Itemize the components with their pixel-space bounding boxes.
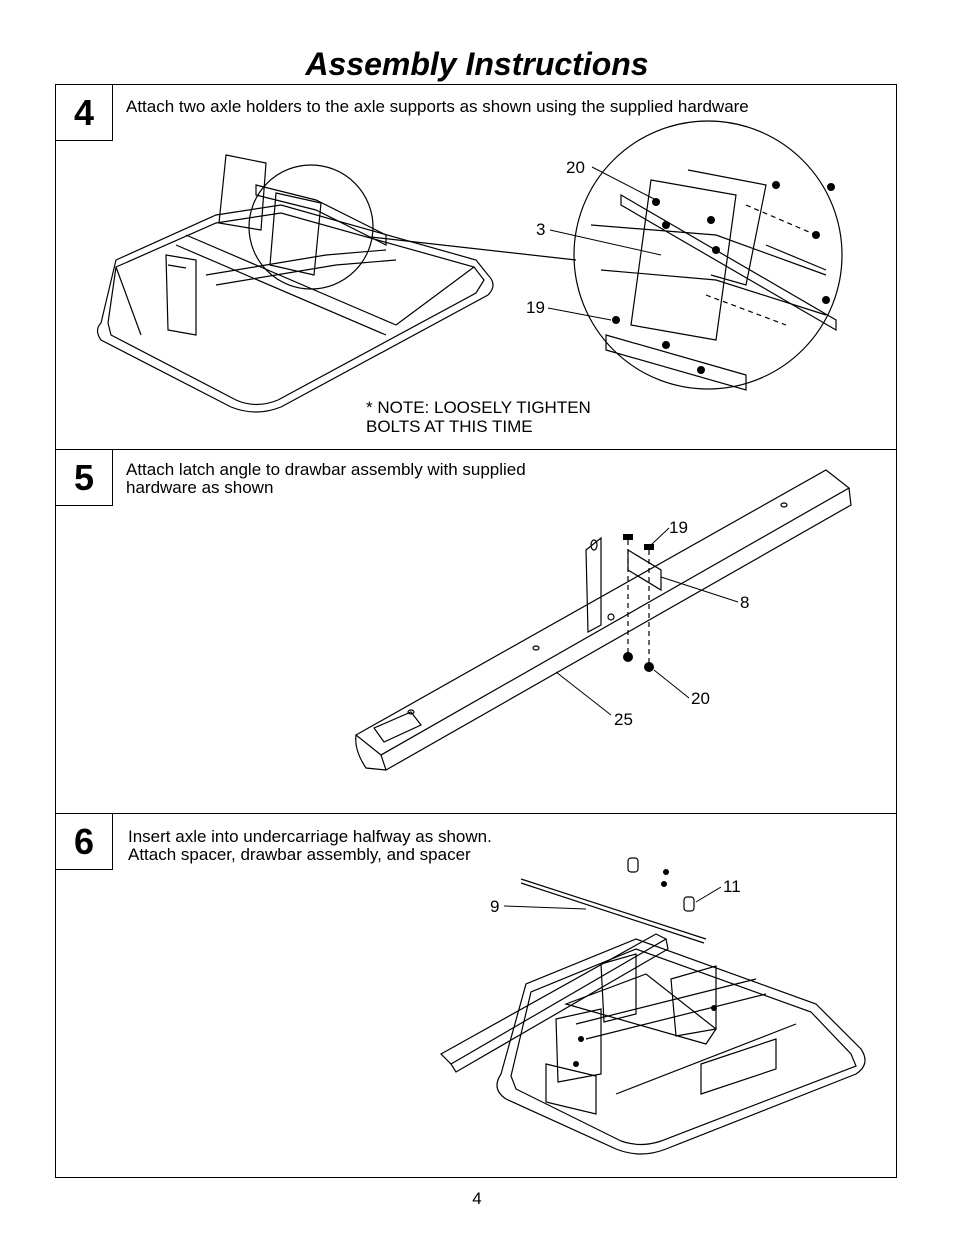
- step-4-section: [56, 85, 896, 450]
- step-5-section: [56, 450, 896, 814]
- step-6-section: [56, 814, 896, 1177]
- callout-19: 19: [526, 298, 545, 317]
- callout-11: 11: [723, 877, 741, 896]
- callout-25: 25: [614, 710, 633, 729]
- callout-9: 9: [490, 897, 500, 916]
- callout-20: 20: [691, 689, 710, 708]
- callout-19: 19: [669, 518, 688, 537]
- callout-20: 20: [566, 158, 585, 177]
- step-number: 4: [56, 85, 113, 141]
- step-4-diagram: [56, 85, 896, 450]
- step-instruction: Attach two axle holders to the axle supports as shown using the supplied hardware: [126, 97, 749, 116]
- step-number: 6: [56, 814, 113, 870]
- step-number: 5: [56, 450, 113, 506]
- callout-3: 3: [536, 220, 546, 239]
- callout-8: 8: [740, 593, 750, 612]
- step-instruction: Attach latch angle to drawbar assembly with supplied hardware as shown: [126, 460, 526, 497]
- page-title: Assembly Instructions: [305, 46, 649, 82]
- step-note: * NOTE: LOOSELY TIGHTEN BOLTS AT THIS TIME: [366, 398, 591, 436]
- step-6-diagram: [56, 814, 896, 1177]
- step-5-diagram: [56, 450, 896, 814]
- instructions-frame: [55, 84, 897, 1178]
- page-number: 4: [472, 1189, 482, 1208]
- step-instruction: Insert axle into undercarriage halfway as shown. Attach spacer, drawbar assembly, and spacer: [128, 827, 492, 864]
